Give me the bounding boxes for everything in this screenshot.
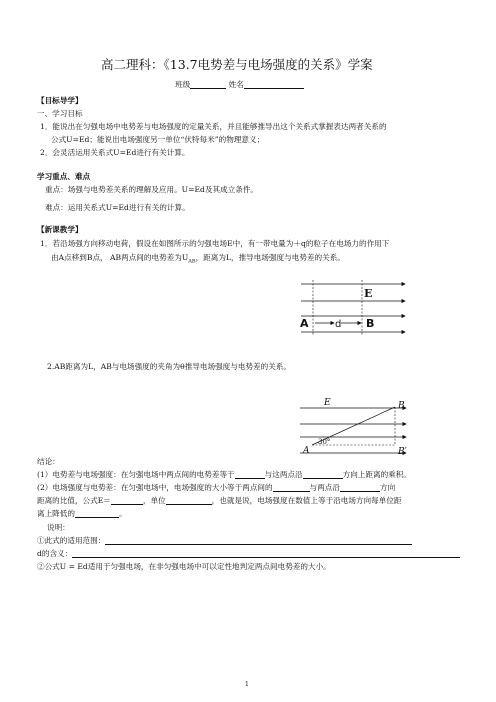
conclusion-1-text-c: 方向上距离的乘积。 (342, 470, 411, 479)
conclusion-line-4 (37, 509, 127, 518)
conclusion-line-1 (37, 470, 411, 479)
blank-d-meaning[interactable] (72, 549, 460, 558)
goal-item-2: 2．会灵活运用关系式U=Ed进行有关计算。 (40, 148, 190, 157)
distance-label-d: d (335, 319, 342, 330)
conclusion-3-text-b: ，单位 (142, 496, 166, 505)
point-b-prime-label: B′ (398, 447, 407, 457)
question-1b (51, 253, 345, 267)
conclusion-heading: 结论： (37, 457, 60, 466)
note-1 (37, 536, 412, 545)
note-1-d (37, 549, 460, 558)
blank-5[interactable] (111, 496, 143, 505)
name-blank[interactable] (244, 80, 304, 89)
conclusion-2-text-b: 与两点沿 (309, 483, 340, 492)
page-number: 1 (245, 681, 249, 688)
question-1b-part1: 由A点移到B点， AB两点间的电势差为U (51, 253, 189, 262)
goal-item-1b: 公式U=Ed；能说出电场强度另一单位“伏特每米”的物理意义； (51, 135, 265, 144)
notes-heading: 说明： (47, 523, 70, 532)
goals-subheading: 一、学习目标 (37, 109, 83, 118)
class-blank[interactable] (190, 80, 226, 89)
lesson-heading: 【新课教学】 (37, 225, 83, 234)
blank-2[interactable] (303, 470, 343, 479)
figure-1-uniform-field (293, 278, 413, 338)
focus-difficult: 难点：运用关系式U=Ed进行有关的计算。 (45, 203, 190, 212)
blank-3[interactable] (273, 483, 310, 492)
figure-2-angled-displacement (292, 386, 412, 458)
page-title: 高二理科：《13.7电势差与电场强度的关系》学案 (101, 57, 373, 72)
blank-range[interactable] (105, 536, 412, 545)
angle-label: 30° (318, 438, 331, 446)
name-label: 姓名 (228, 80, 244, 89)
focus-key: 重点：场强与电势差关系的理解及应用。U=Ed及其成立条件。 (45, 185, 259, 194)
conclusion-1-text-b: 与这两点沿 (264, 470, 303, 479)
point-a-label: A (300, 317, 309, 330)
note-1-label: ①此式的适用范围： (37, 536, 106, 545)
conclusion-3-text-a: 距离的比值，公式E＝ (37, 496, 111, 505)
question-2: 2.AB距离为L，AB与电场强度的夹角为θ推导电场强度与电势差的关系。 (47, 362, 292, 371)
class-name-line (175, 80, 304, 89)
focus-heading: 学习重点、难点 (37, 172, 91, 181)
field-label-E: E (364, 287, 373, 300)
point-b-label: B (366, 317, 375, 330)
field-label-E: E (324, 398, 331, 408)
class-label: 班级 (175, 80, 191, 89)
conclusion-4-text-b: 。 (118, 509, 127, 518)
question-1a: 1．若沿场强方向移动电荷，假设在如图所示的匀强电场E中，有一带电量为＋q的粒子在电场力的作用下 (40, 239, 390, 248)
conclusion-1-text-a: (1）电势差与电场强度：在匀强电场中两点间的电势差等于 (37, 470, 235, 479)
goal-item-1a: 1．能说出在匀强电场中电势差与电场强度的定量关系，并且能够推导出这个关系式掌握表达两者关系的 (40, 122, 387, 131)
conclusion-line-3 (37, 496, 402, 505)
point-a-label: A (303, 446, 310, 456)
conclusion-2-text-c: 方向 (379, 483, 396, 492)
blank-7[interactable] (75, 509, 119, 518)
blank-4[interactable] (340, 483, 380, 492)
point-b-label: B (398, 401, 405, 411)
blank-1[interactable] (235, 470, 265, 479)
conclusion-3-text-c: ，也就是说，电场强度在数值上等于沿电场方向每单位距 (211, 496, 402, 505)
question-1b-part2: ，距离为L，推导电场强度与电势差的关系。 (195, 253, 345, 262)
note-1-d-label: d的含义： (37, 549, 73, 558)
conclusion-4-text-a: 离上降低的 (37, 509, 75, 518)
conclusion-line-2 (37, 483, 395, 492)
goals-heading: 【目标导学】 (37, 96, 83, 105)
conclusion-2-text-a: (2）电场强度与电势差：在匀强电场中，电场强度的大小等于两点间的 (37, 483, 273, 492)
blank-6[interactable] (166, 496, 212, 505)
uab-subscript: AB (188, 258, 196, 265)
note-2: ②公式U = Ed适用于匀强电场，在非匀强电场中可以定性地判定两点间电势差的大小。 (37, 562, 331, 571)
